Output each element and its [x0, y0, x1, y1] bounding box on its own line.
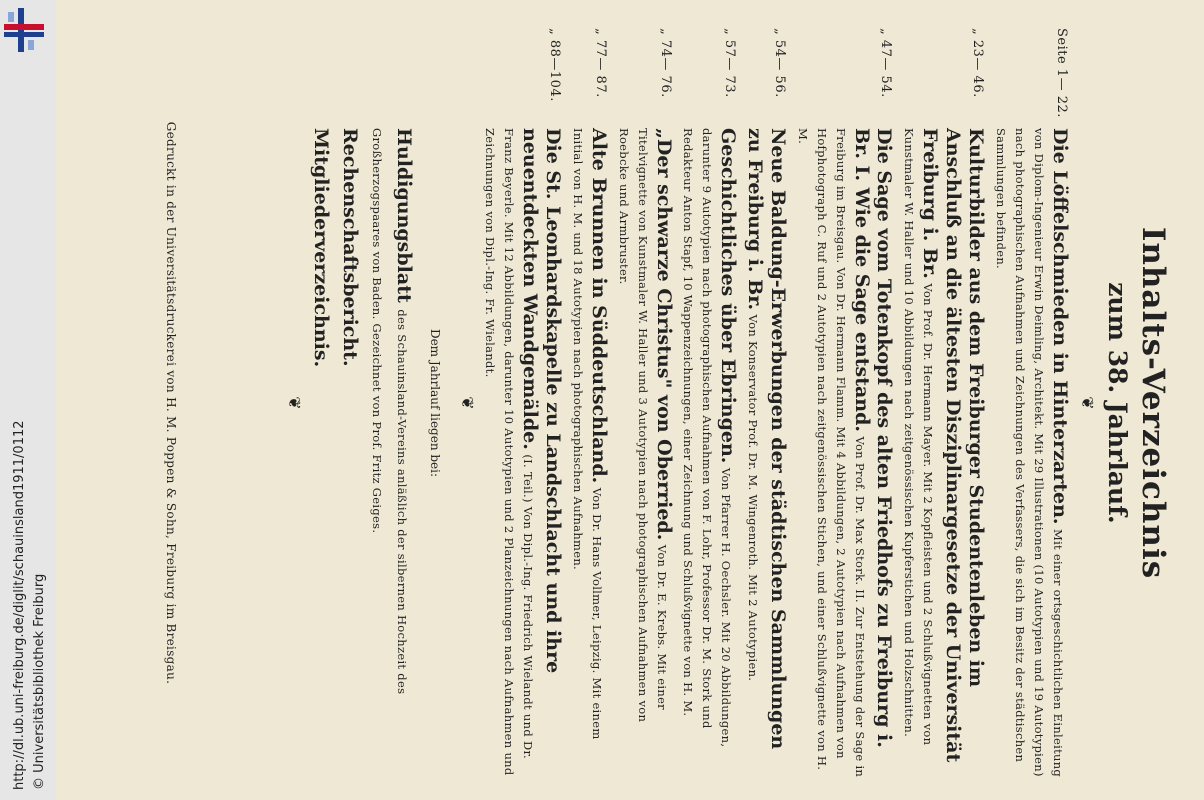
- toc-entry-pages: „ 47— 54.: [878, 28, 894, 98]
- printer-imprint: Gedruckt in der Universitätsdruckerei von H. M. Poppen & Sohn, Freiburg im Breisgau.: [164, 121, 178, 685]
- source-url[interactable]: http://dl.ub.uni-freiburg.de/diglit/schauinsland1911/0112: [12, 420, 27, 790]
- toc-entry-pages: „ 23— 46.: [970, 28, 986, 98]
- toc-entry-description: Von Prof. Dr. Max Stork. II. Zur Entstehung der Sage in Freiburg im Breisgau. Von Dr. Hermann Flamm. Mit 4 Abbildungen, 2 Autotypien nach Aufnahmen von Hofphotograph C. Ruf und 2 Autotypien nach zeitgenössischen Stichen, und einer Schlußvignette von H. M.: [795, 128, 867, 778]
- toc-entry-description: Von Dr. E. Krebs. Mit einer Titelvignette von Kunstmaler W. Haller und 3 Autotypien nach photographischen Aufnahmen von Roebcke und Armbruster.: [616, 128, 669, 723]
- toc-entry-pages: „ 54— 56.: [772, 28, 788, 98]
- document-title: Inhalts-Verzeichnis: [1135, 226, 1171, 580]
- ornament-icon: ❦: [1077, 396, 1097, 410]
- toc-entry-title: Alte Brunnen in Süddeutschland.: [587, 128, 610, 484]
- toc-entry-title: Geschichtliches über Ebringen.: [717, 128, 740, 464]
- toc-entry-title: Die Sage vom Totenkopf des alten Friedhofs zu Freiburg i. Br. I. Wie die Sage entstand.: [850, 128, 896, 748]
- copyright-notice: © Universitätsbibliothek Freiburg: [32, 573, 47, 790]
- document-subtitle: zum 38. Jahrlauf.: [1103, 282, 1133, 524]
- supplements-list: [308, 28, 417, 778]
- toc-entry: [793, 28, 895, 778]
- supplements-note: Dem Jahrlauf liegen bei:: [427, 328, 442, 478]
- toc-entry-body: [793, 128, 895, 778]
- supplement-description: des Schauinsland-Vereins anläßlich der silbernen Hochzeit des Großherzogspaares von Baden. Gezeichnet von Prof. Fritz Geiges.: [369, 128, 410, 695]
- toc-entry-title: Die St. Leonhardskapelle zu Landschlacht und ihre neuentdeckten Wandgemälde.: [519, 128, 565, 674]
- supplement-title: Rechenschaftsbericht.: [339, 128, 362, 367]
- page-content-rotated: [56, 0, 1204, 800]
- toc-entry: [568, 28, 610, 778]
- toc-entry-body: [679, 128, 740, 778]
- toc-entry-title: Kulturbilder aus dem Freiburger Studentenleben im Anschluß an die ältesten Disziplinargesetze der Universität Freiburg i. Br.: [919, 128, 988, 763]
- supplement-title: Huldigungsblatt: [393, 128, 416, 303]
- supplement-item: [336, 128, 362, 778]
- toc-entry-description: Von Dr. Hans Vollmer, Leipzig. Mit einem Initial von H. M. und 18 Autotypien nach photographischen Aufnahmen.: [571, 128, 604, 740]
- toc-entry: [899, 28, 987, 778]
- toc-entry-body: [991, 128, 1071, 778]
- toc-entry-description: Von Konservator Prof. Dr. M. Wingenroth. Mit 2 Autotypien.: [746, 314, 761, 682]
- toc-entry-title: „Der schwarze Christus" von Oberried.: [652, 128, 675, 541]
- toc-entry: [679, 28, 740, 778]
- toc-entries: [481, 28, 1071, 778]
- ornament-icon: ❦: [457, 396, 477, 410]
- viewer-sidebar: [0, 0, 56, 800]
- toc-entry-body: [899, 128, 987, 778]
- toc-entry-pages: „ 57— 73.: [722, 28, 738, 98]
- toc-entry-description: Von Pfarrer H. Oechsler. Mit 20 Abbildungen, darunter 9 Autotypien nach photographischen Aufnahmen von F. Lohr, Professor Dr. M. Stork und Redakteur Anton Stapf, 10 Wappenzeichnungen, einer Zeichnung und Schlußvignette von H. M.: [681, 128, 734, 748]
- toc-entry-body: [743, 128, 789, 778]
- toc-entry-pages: „ 74— 76.: [657, 28, 673, 98]
- toc-entry-body: [614, 128, 675, 778]
- supplement-item: [365, 128, 416, 778]
- toc-entry-body: [568, 128, 610, 778]
- toc-entry-description: Von Prof. Dr. Hermann Mayer. Mit 2 Kopfleisten und 2 Schlußvignetten von Kunstmaler W. Haller und 10 Abbildungen nach zeitgenössischen Kupferstichen und Holzschnitten.: [902, 128, 936, 746]
- toc-entry: [743, 28, 789, 778]
- toc-entry-title: Neue Baldung-Erwerbungen der städtischen Sammlungen zu Freiburg i. Br.: [744, 128, 790, 750]
- toc-entry: [481, 28, 565, 778]
- toc-entry-pages: Seite 1— 22.: [1053, 28, 1069, 118]
- toc-entry: [991, 28, 1071, 778]
- toc-entry-description: Mit einer ortsgeschichtlichen Einleitung von Diplom-Ingenieur Erwin Deimling, Architekt. Mit 29 Illustrationen (10 Autotypien und 19 Autotypien) nach photographischen Aufnahmen und Zeichnungen des Verfassers, die sich im Besitz der städtischen Sammlungen befinden.: [993, 128, 1065, 778]
- sidebar-caption: [10, 10, 50, 790]
- supplement-title: Mitgliederverzeichnis.: [310, 128, 333, 368]
- table-of-contents: [278, 28, 1170, 778]
- toc-entry: [614, 28, 675, 778]
- scanned-page: [56, 0, 1204, 800]
- toc-entry-pages: „ 77— 87.: [592, 28, 608, 98]
- toc-entry-body: [481, 128, 565, 778]
- toc-entry-title: Die Löffelschmieden in Hinterzarten.: [1048, 128, 1071, 525]
- supplement-item: [308, 128, 334, 778]
- ornament-icon: ❦: [284, 396, 304, 410]
- toc-entry-pages: „ 88—104.: [547, 28, 563, 102]
- toc-entry-description: (I. Teil.) Von Dipl.-Ing. Friedrich Wielandt und Dr. Franz Beyerle. Mit 12 Abbildungen, darunter 10 Autotypien und 2 Planzeichnungen nach Aufnahmen und Zeichnungen von Dipl.-Ing. Fr. Wielandt.: [483, 128, 536, 776]
